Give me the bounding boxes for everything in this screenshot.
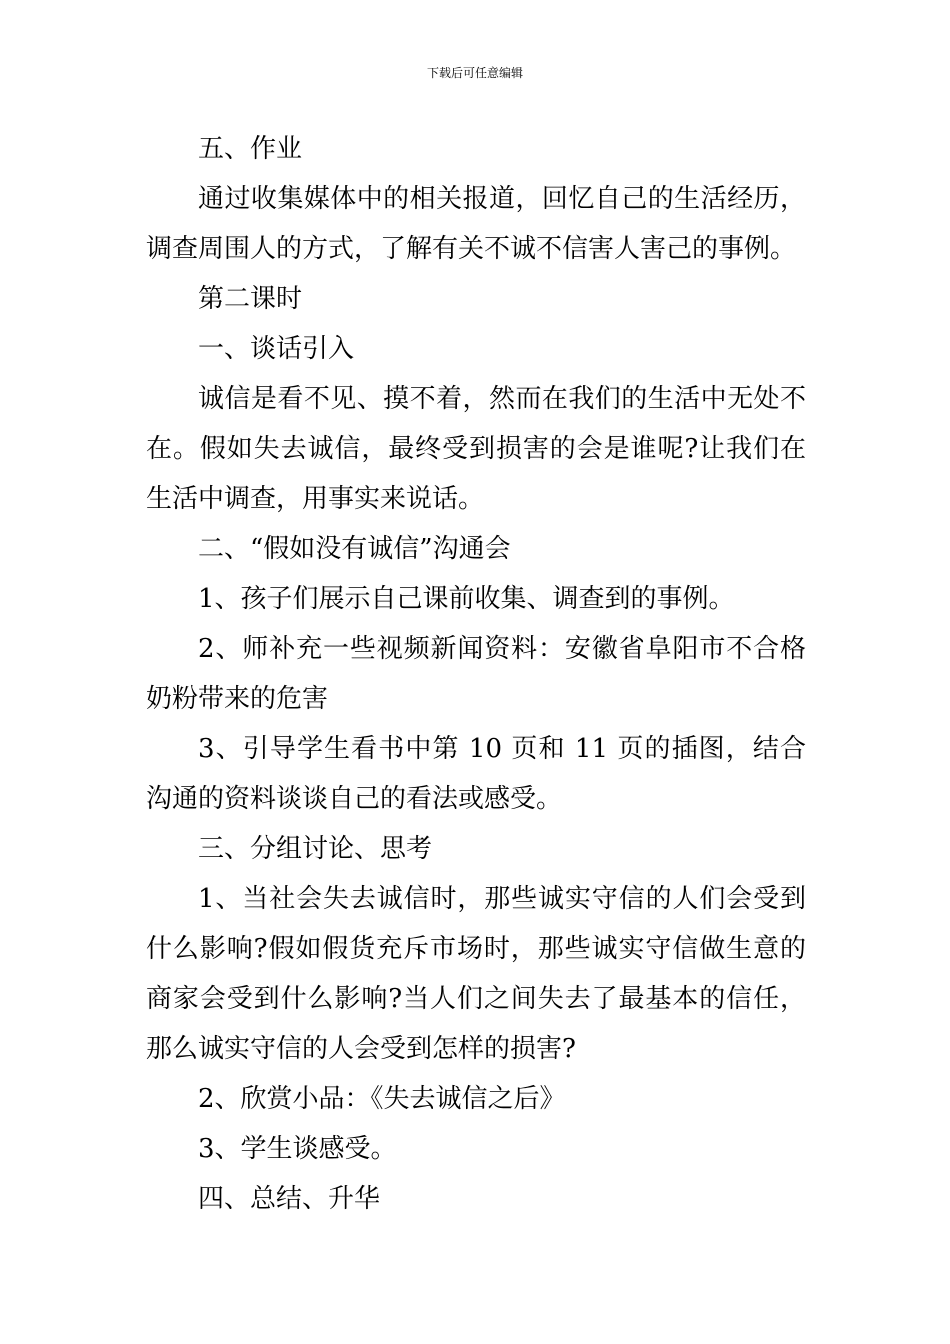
list-item-meeting-1: 1、孩子们展示自己课前收集、调查到的事例。 [198, 584, 735, 614]
paragraph-homework-task: 通过收集媒体中的相关报道，回忆自己的生活经历，调查周围人的方式，了解有关不诚不信害人害己的事例。 [146, 184, 806, 264]
document-body [146, 124, 806, 1224]
lesson-heading-second-period: 第二课时 [198, 284, 303, 314]
list-item-discussion-3: 3、学生谈感受。 [198, 1134, 397, 1164]
list-item-meeting-2: 2、师补充一些视频新闻资料：安徽省阜阳市不合格奶粉带来的危害 [146, 634, 806, 714]
list-item-meeting-3: 3、引导学生看书中第 10 页和 11 页的插图，结合沟通的资料谈谈自己的看法或感受。 [146, 734, 806, 814]
paragraph-introduction-text: 诚信是看不见、摸不着，然而在我们的生活中无处不在。假如失去诚信，最终受到损害的会是谁呢?让我们在生活中调查，用事实来说话。 [146, 384, 806, 514]
section-heading-homework: 五、作业 [198, 134, 303, 164]
section-heading-discussion: 三、分组讨论、思考 [198, 834, 433, 864]
section-heading-summary: 四、总结、升华 [198, 1184, 381, 1214]
list-item-discussion-1: 1、当社会失去诚信时，那些诚实守信的人们会受到什么影响?假如假货充斥市场时，那些诚实守信做生意的商家会受到什么影响?当人们之间失去了最基本的信任，那么诚实守信的人会受到怎样的损害? [146, 884, 806, 1064]
section-heading-introduction: 一、谈话引入 [198, 334, 355, 364]
page-header-note: 下载后可任意编辑 [426, 66, 523, 80]
section-heading-meeting: 二、“假如没有诚信”沟通会 [198, 534, 511, 564]
list-item-discussion-2: 2、欣赏小品：《失去诚信之后》 [198, 1084, 566, 1114]
